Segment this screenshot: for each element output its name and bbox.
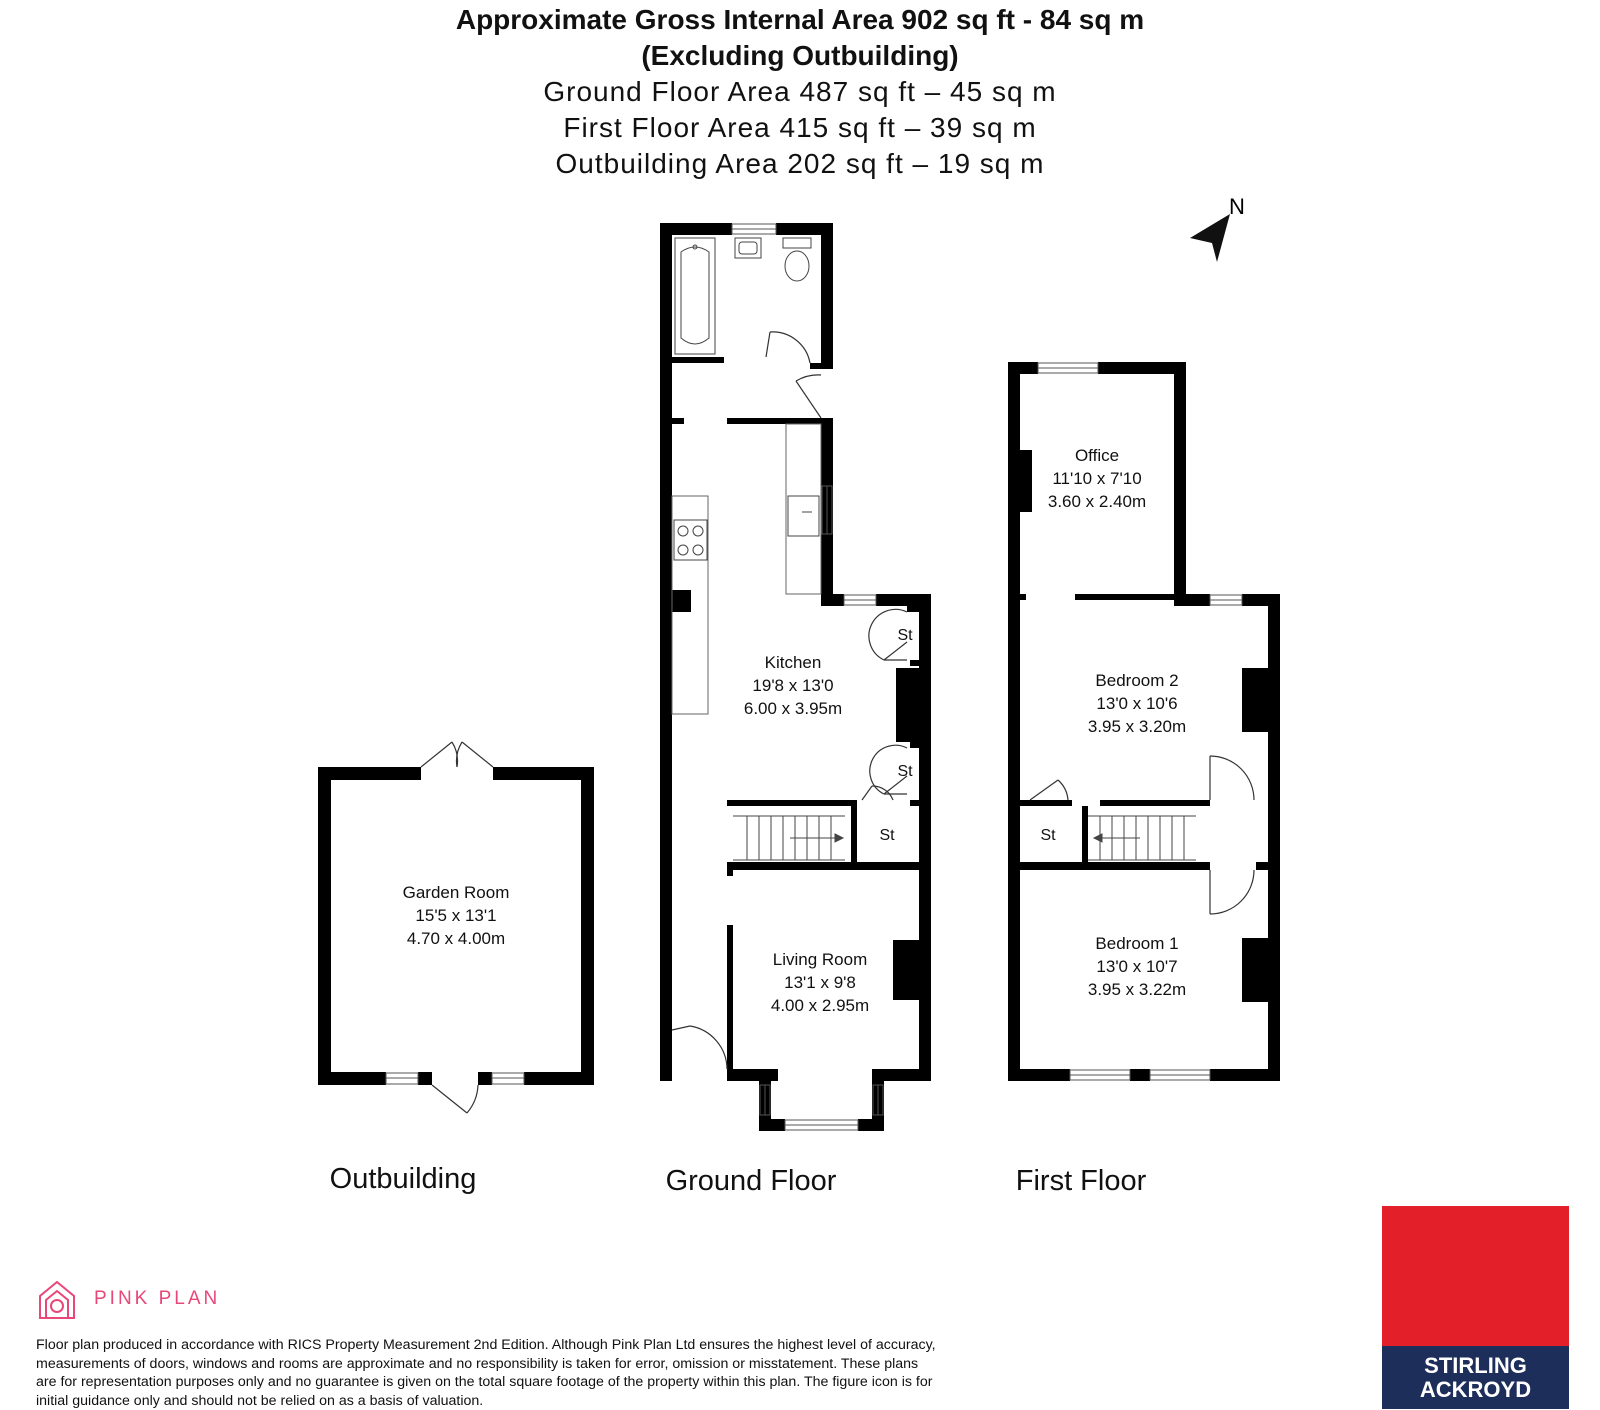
first-floor-stairs-icon	[1088, 816, 1196, 860]
pink-plan-wordmark: PINK PLAN	[94, 1288, 221, 1309]
hob-icon	[674, 520, 707, 560]
outbuilding-doors	[421, 742, 493, 1113]
kitchen-metric: 6.00 x 3.95m	[743, 699, 843, 718]
brand-logo-navy-panel	[1382, 1346, 1569, 1409]
compass-label: N	[1229, 194, 1245, 219]
ground-floor-stairs-icon	[733, 816, 845, 860]
first-floor-area-line: First Floor Area 415 sq ft – 39 sq m	[563, 112, 1037, 143]
bedroom1-imperial: 13'0 x 10'7	[1096, 957, 1178, 976]
title-line-gross-area: Approximate Gross Internal Area 902 sq ft - 84 sq m	[455, 4, 1145, 35]
outbuilding-area-line: Outbuilding Area 202 sq ft – 19 sq m	[555, 148, 1045, 179]
brand-logo-red-panel	[1382, 1206, 1569, 1346]
bedroom2-imperial: 13'0 x 10'6	[1096, 694, 1178, 713]
first-floor-label: First Floor	[1015, 1165, 1147, 1197]
ground-floor-area-line: Ground Floor Area 487 sq ft – 45 sq m	[543, 76, 1057, 107]
kitchen-name: Kitchen	[764, 653, 822, 672]
storage-label-understairs: St	[879, 827, 895, 844]
bedroom1-name: Bedroom 1	[1095, 934, 1179, 953]
basin-icon	[735, 238, 761, 258]
ground-floor-label: Ground Floor	[665, 1165, 837, 1197]
outbuilding-plan	[318, 742, 594, 1113]
first-floor-doors	[1030, 756, 1254, 914]
outbuilding-windows	[386, 1073, 524, 1084]
garden-room-name: Garden Room	[402, 883, 510, 902]
storage-label-landing: St	[1040, 827, 1056, 844]
outbuilding-floor-label: Outbuilding	[329, 1163, 477, 1195]
stirling-ackroyd-logo	[1382, 1206, 1569, 1409]
office-metric: 3.60 x 2.40m	[1047, 492, 1147, 511]
storage-label-lower: St	[897, 763, 913, 780]
garden-room-metric: 4.70 x 4.00m	[406, 929, 506, 948]
disclaimer-text: Floor plan produced in accordance with RICS Property Measurement 2nd Edition. Although Pink Plan Ltd ensures the highest level of accuracy, measurements of doors, windows and rooms are approximate and no responsibility is taken for error, omission or misstatement. These plans are for representation purposes only and no guarantee is given on the total square footage of the property within this plan. The figure icon is for initial guidance only and should not be relied on as a basis of valuation.	[36, 1337, 936, 1409]
living-room-metric: 4.00 x 2.95m	[770, 996, 870, 1015]
title-line-excluding: (Excluding Outbuilding)	[641, 40, 959, 71]
garden-room-imperial: 15'5 x 13'1	[415, 906, 497, 925]
kitchen-counter-right	[786, 424, 821, 594]
brand-line-1: STIRLING	[1424, 1353, 1527, 1378]
toilet-icon	[783, 238, 811, 281]
pink-plan-logo-icon	[40, 1282, 74, 1318]
brand-line-2: ACKROYD	[1419, 1377, 1532, 1402]
bedroom2-metric: 3.95 x 3.20m	[1087, 717, 1187, 736]
bedroom2-name: Bedroom 2	[1095, 671, 1179, 690]
living-room-name: Living Room	[772, 950, 868, 969]
office-name: Office	[1074, 446, 1120, 465]
bathtub-icon	[675, 238, 715, 354]
compass-icon	[1190, 194, 1245, 262]
living-room-imperial: 13'1 x 9'8	[784, 973, 856, 992]
outbuilding-walls	[318, 767, 594, 1085]
storage-label-upper: St	[897, 627, 913, 644]
office-imperial: 11'10 x 7'10	[1052, 469, 1142, 488]
bedroom1-metric: 3.95 x 3.22m	[1087, 980, 1187, 999]
sink-icon	[788, 496, 819, 536]
kitchen-imperial: 19'8 x 13'0	[752, 676, 834, 695]
